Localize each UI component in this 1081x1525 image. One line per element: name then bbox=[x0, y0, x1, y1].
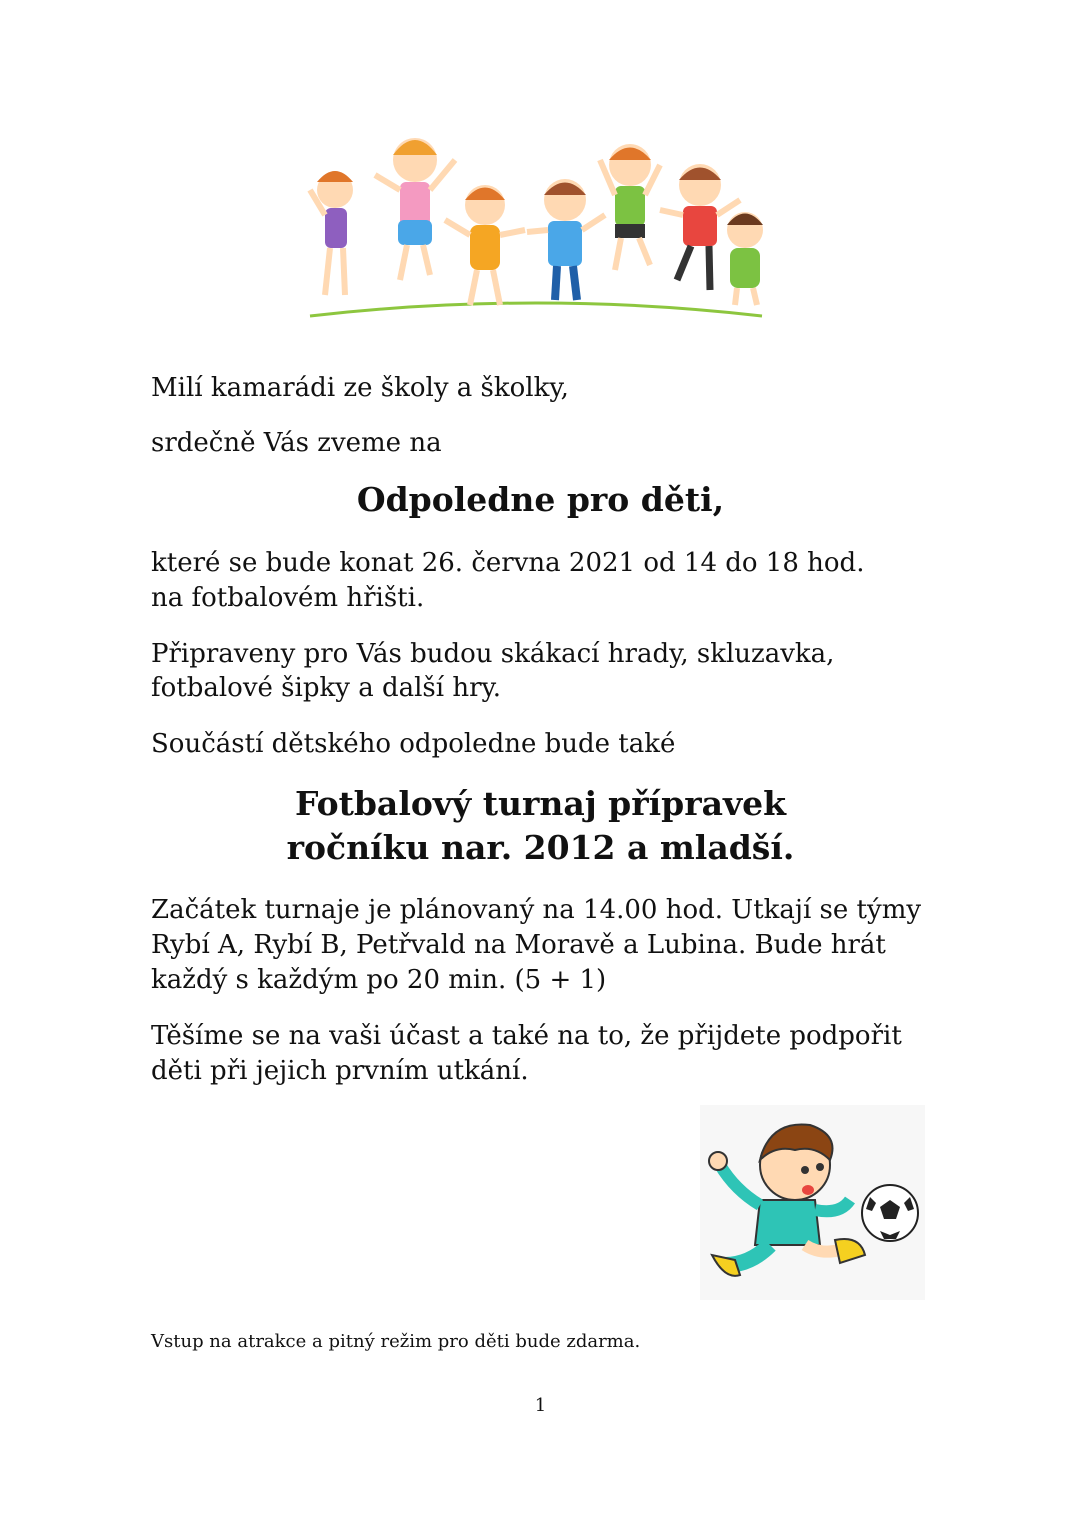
child-figure bbox=[310, 171, 353, 295]
part-of-text: Součástí dětského odpoledne bude také bbox=[151, 729, 676, 759]
tournament-title-line-1: Fotbalový turnaj přípravek bbox=[294, 784, 787, 823]
closing-line-1: Těšíme se na vaši účast a také na to, že přijdete podpořit bbox=[151, 1021, 902, 1051]
event-when-line-2: na fotbalovém hřišti. bbox=[151, 583, 425, 613]
tournament-info-line-3: každý s každým po 20 min. (5 + 1) bbox=[151, 965, 607, 995]
boy-kicking-soccer-ball-illustration bbox=[700, 1105, 925, 1300]
child-figure bbox=[600, 144, 660, 270]
tournament-info-line-2: Rybí A, Rybí B, Petřvald na Moravě a Lubina. Bude hrát bbox=[151, 930, 886, 960]
closing-line-2: děti při jejich prvním utkání. bbox=[151, 1056, 529, 1086]
invite-text: srdečně Vás zveme na bbox=[151, 428, 442, 458]
child-figure bbox=[375, 138, 455, 280]
child-figure bbox=[527, 179, 605, 300]
tournament-title-line-2: ročníku nar. 2012 a mladší. bbox=[286, 828, 795, 867]
attractions-line-2: fotbalové šipky a další hry. bbox=[151, 673, 502, 703]
child-figure bbox=[727, 212, 763, 305]
greeting-text: Milí kamarádi ze školy a školky, bbox=[151, 373, 569, 403]
event-when-line-1: které se bude konat 26. června 2021 od 14 do 18 hod. bbox=[151, 548, 865, 578]
child-figure bbox=[445, 185, 525, 305]
attractions-line-1: Připraveny pro Vás budou skákací hrady, skluzavka, bbox=[151, 639, 835, 669]
footer-note: Vstup na atrakce a pitný režim pro děti bude zdarma. bbox=[151, 1331, 641, 1352]
tournament-info-line-1: Začátek turnaje je plánovaný na 14.00 hod. Utkají se týmy bbox=[151, 895, 922, 925]
jumping-children-illustration bbox=[305, 120, 767, 330]
event-title: Odpoledne pro děti, bbox=[356, 480, 725, 519]
page-number: 1 bbox=[534, 1395, 547, 1416]
